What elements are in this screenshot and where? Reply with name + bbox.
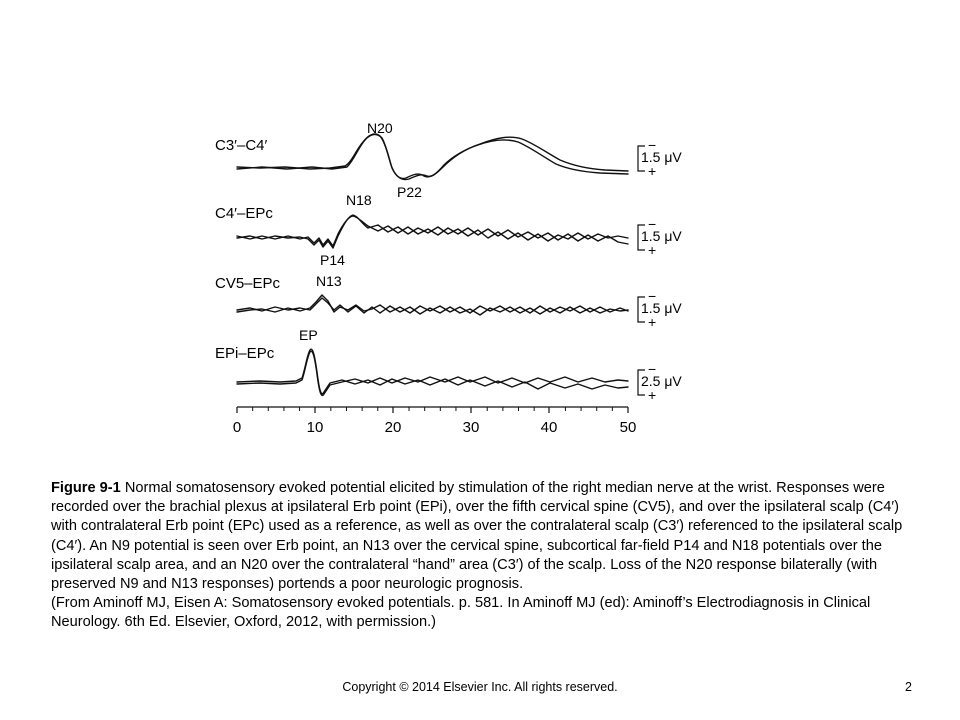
trace-epi-epc-a xyxy=(237,349,628,394)
page-number: 2 xyxy=(905,680,912,694)
peak-label-ep: EP xyxy=(299,327,318,343)
trace-epi-epc-b xyxy=(237,351,628,395)
peak-label-p22: P22 xyxy=(397,184,422,200)
copyright-footer: Copyright © 2014 Elsevier Inc. All rights reserved. xyxy=(342,680,618,694)
trace-label-c3-c4: C3′–C4′ xyxy=(215,137,268,154)
polarity-pos-4: + xyxy=(648,387,657,403)
caption-body: Normal somatosensory evoked potential elicited by stimulation of the right median nerve at the wrist. Responses were recorded over the brachial plexus at ipsilateral Erb point (EPi), over the fifth cervical spine (CV5), and over the ipsilateral scalp (C4′) with contralateral Erb point (EPc) used as a reference, as well as over the contralateral scalp (C3′) referenced to the ipsilateral scalp (C4′). An N9 potential is seen over Erb point, an N13 over the cervical spine, subcortical far-field P14 and N18 potentials over the ipsilateral scalp area, and an N20 over the contralateral “hand” area (C3′) of the scalp. Loss of the N20 response bilaterally (with preserved N9 and N13 responses) portends a poor neurologic prognosis. xyxy=(51,480,903,593)
x-tick-label: 50 xyxy=(619,419,637,436)
x-tick-label: 40 xyxy=(540,419,558,436)
x-tick-label: 30 xyxy=(462,419,480,436)
polarity-neg-2: − xyxy=(648,216,657,232)
scale-value-1: 1.5 μV xyxy=(641,149,682,165)
caption-body-paragraph xyxy=(51,479,921,594)
trace-c3-c4-a xyxy=(237,134,628,178)
sep-waveform-figure xyxy=(200,110,720,440)
trace-label-epi-epc: EPi–EPc xyxy=(215,345,275,362)
scale-value-4: 2.5 μV xyxy=(641,373,682,389)
peak-label-n20: N20 xyxy=(367,120,393,136)
figure-label: Figure 9-1 xyxy=(51,480,121,496)
x-tick-label: 20 xyxy=(384,419,402,436)
trace-label-cv5-epc: CV5–EPc xyxy=(215,275,281,292)
polarity-pos-1: + xyxy=(648,163,657,179)
caption-source: (From Aminoff MJ, Eisen A: Somatosensory evoked potentials. p. 581. In Aminoff MJ (ed): Aminoff’s Electrodiagnosis in Clinical Neurology. 6th Ed. Elsevier, Oxford, 2012, with permission.) xyxy=(51,595,871,631)
trace-cv5-epc-b xyxy=(237,295,628,313)
scale-value-3: 1.5 μV xyxy=(641,300,682,316)
polarity-pos-2: + xyxy=(648,242,657,258)
trace-c3-c4-b xyxy=(237,134,628,179)
polarity-neg-3: − xyxy=(648,288,657,304)
peak-label-n18: N18 xyxy=(346,192,372,208)
peak-label-n13: N13 xyxy=(316,273,342,289)
figure-caption xyxy=(51,479,921,633)
polarity-neg-4: − xyxy=(648,361,657,377)
x-tick-label: 10 xyxy=(306,419,324,436)
trace-label-c4-epc: C4′–EPc xyxy=(215,205,273,222)
x-tick-label: 0 xyxy=(232,419,242,436)
peak-label-p14: P14 xyxy=(320,252,345,268)
polarity-neg-1: − xyxy=(648,137,657,153)
polarity-pos-3: + xyxy=(648,314,657,330)
trace-c4-epc-b xyxy=(237,216,628,246)
trace-cv5-epc-a xyxy=(237,298,628,315)
scale-value-2: 1.5 μV xyxy=(641,228,682,244)
